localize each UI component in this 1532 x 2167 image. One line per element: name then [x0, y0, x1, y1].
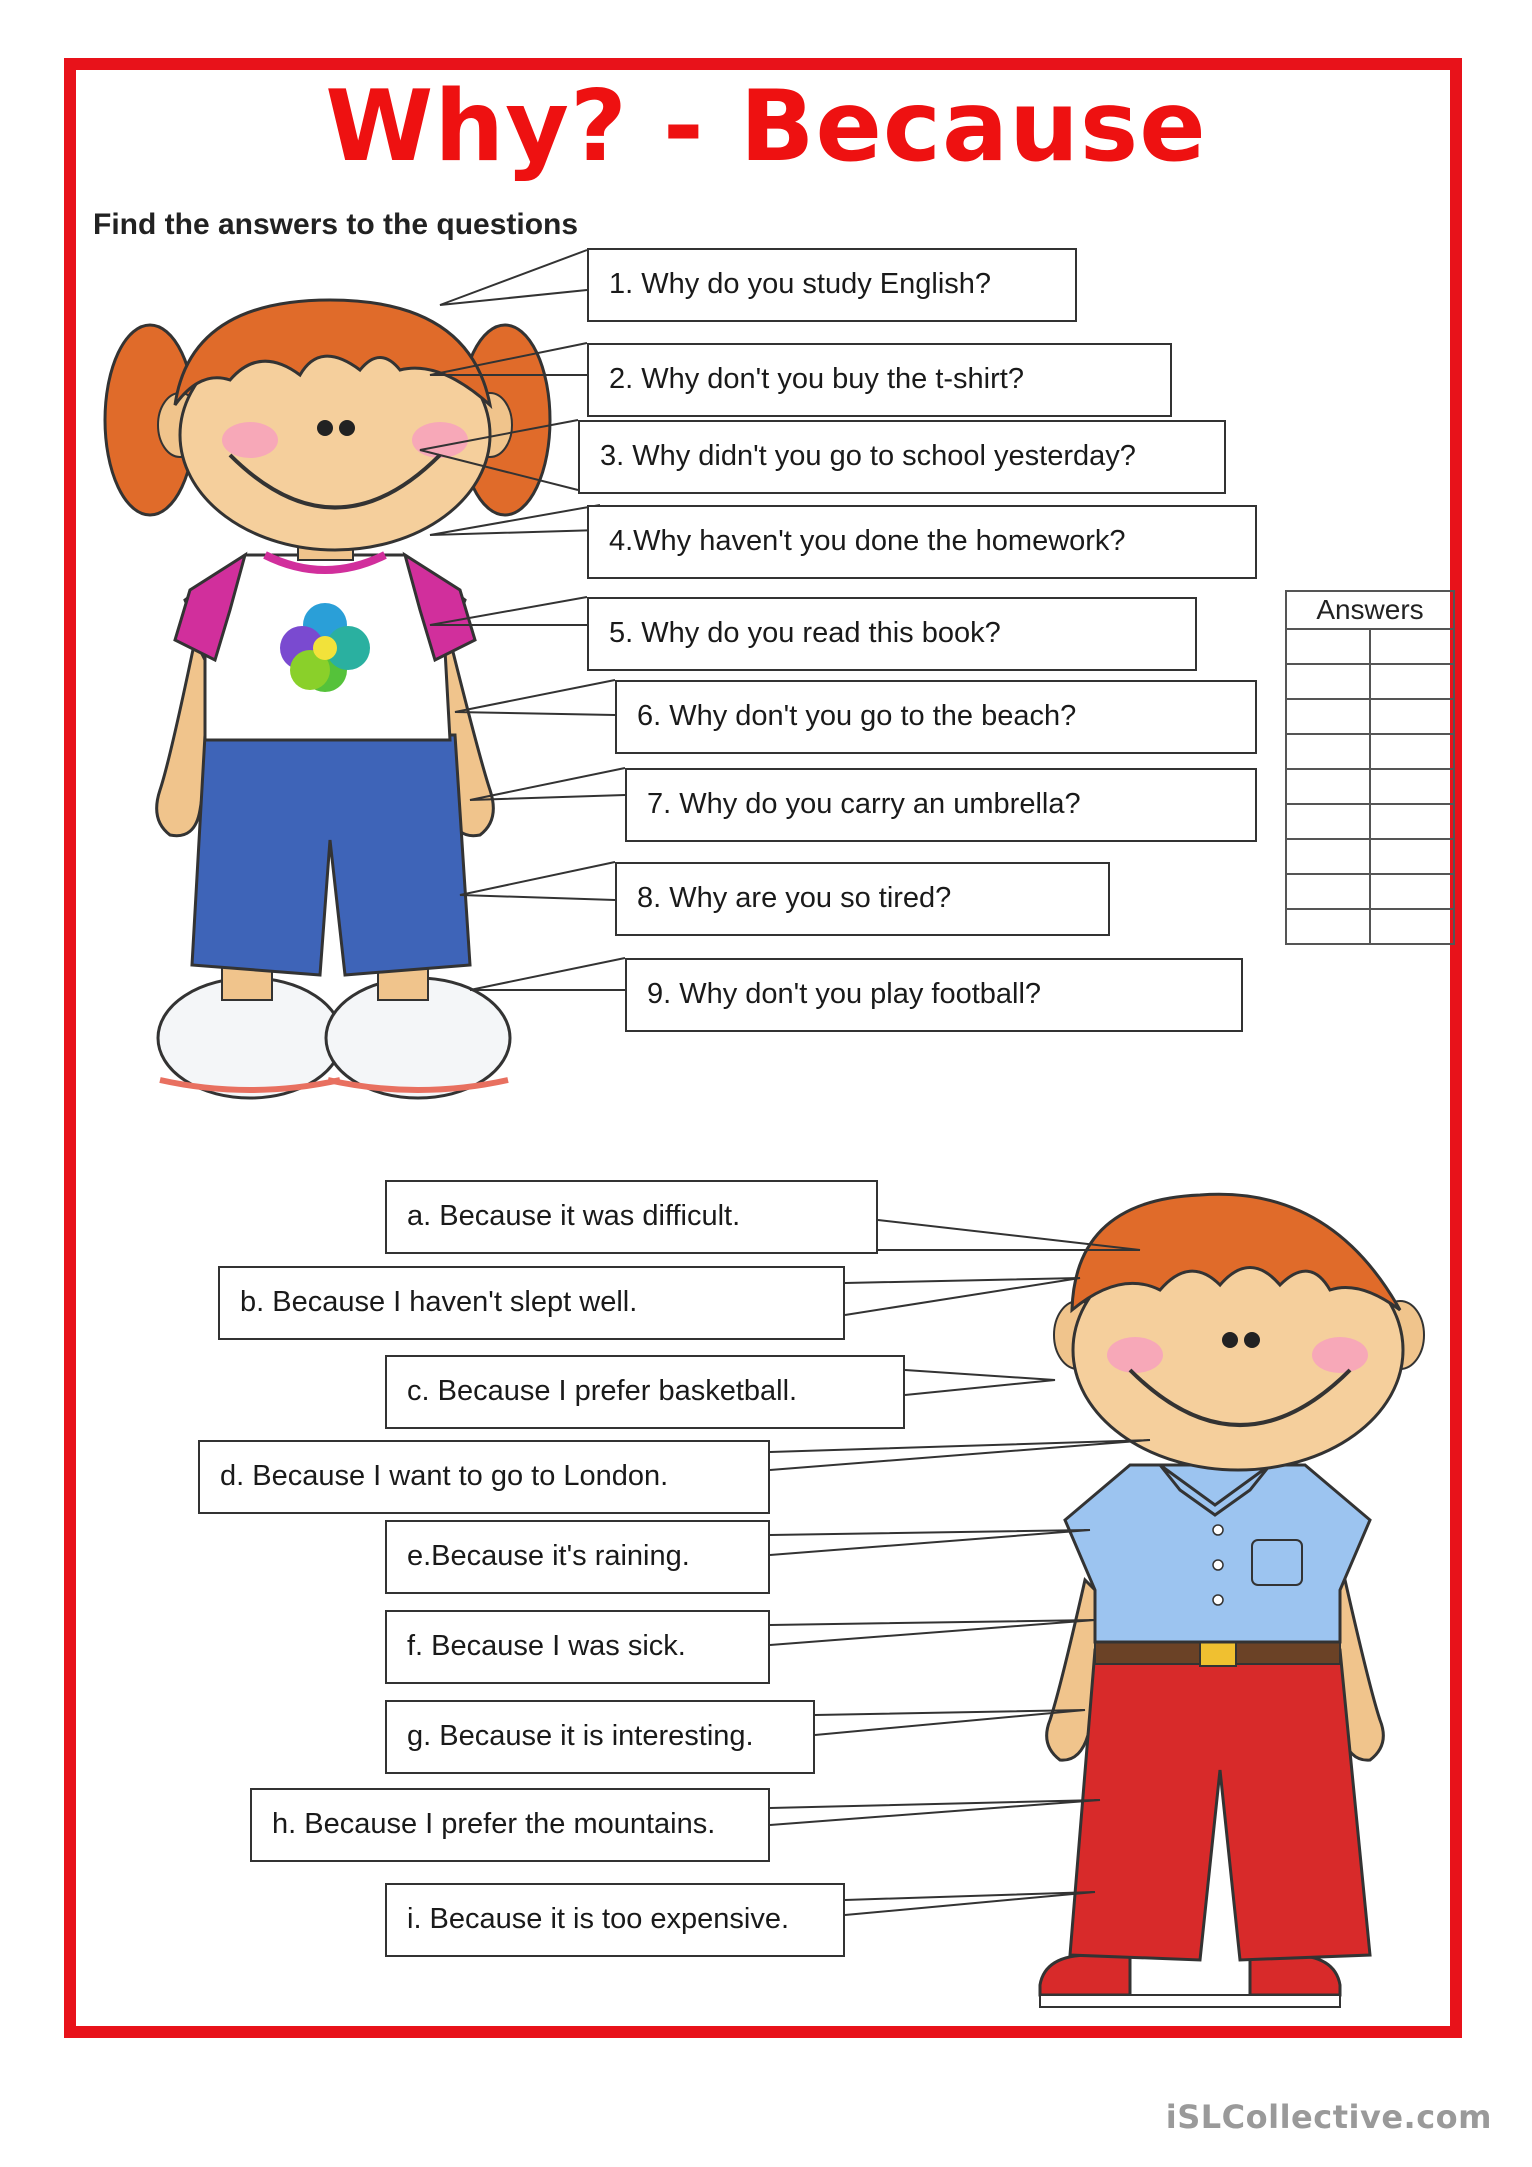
answer-cell[interactable]	[1286, 909, 1370, 944]
answer-cell[interactable]	[1370, 629, 1454, 664]
table-row	[1286, 664, 1454, 699]
question-box: 6. Why don't you go to the beach?	[615, 680, 1257, 754]
table-row	[1286, 839, 1454, 874]
answer-cell[interactable]	[1286, 804, 1370, 839]
answer-cell[interactable]	[1370, 804, 1454, 839]
question-box: 2. Why don't you buy the t-shirt?	[587, 343, 1172, 417]
girl-illustration	[105, 300, 550, 1098]
question-box: 9. Why don't you play football?	[625, 958, 1243, 1032]
question-box: 1. Why do you study English?	[587, 248, 1077, 322]
table-row	[1286, 909, 1454, 944]
answer-cell[interactable]	[1286, 874, 1370, 909]
question-box: 3. Why didn't you go to school yesterday?	[578, 420, 1226, 494]
answer-cell[interactable]	[1286, 734, 1370, 769]
table-row	[1286, 629, 1454, 664]
question-box: 4.Why haven't you done the homework?	[587, 505, 1257, 579]
answer-cell[interactable]	[1370, 909, 1454, 944]
answer-box: e.Because it's raining.	[385, 1520, 770, 1594]
answer-cell[interactable]	[1286, 839, 1370, 874]
answers-table-header: Answers	[1286, 591, 1454, 629]
answer-cell[interactable]	[1286, 629, 1370, 664]
table-row	[1286, 699, 1454, 734]
table-row	[1286, 804, 1454, 839]
answer-cell[interactable]	[1286, 699, 1370, 734]
answers-table	[1285, 590, 1455, 945]
question-box: 8. Why are you so tired?	[615, 862, 1110, 936]
answer-box: a. Because it was difficult.	[385, 1180, 878, 1254]
answer-cell[interactable]	[1370, 734, 1454, 769]
site-watermark: iSLCollective.com	[1165, 2098, 1492, 2136]
question-box: 5. Why do you read this book?	[587, 597, 1197, 671]
answer-box: i. Because it is too expensive.	[385, 1883, 845, 1957]
answer-cell[interactable]	[1286, 769, 1370, 804]
answer-cell[interactable]	[1370, 699, 1454, 734]
question-box: 7. Why do you carry an umbrella?	[625, 768, 1257, 842]
answer-cell[interactable]	[1370, 839, 1454, 874]
answer-box: g. Because it is interesting.	[385, 1700, 815, 1774]
table-row	[1286, 874, 1454, 909]
table-row	[1286, 769, 1454, 804]
boy-illustration	[1040, 1194, 1424, 2007]
answer-box: h. Because I prefer the mountains.	[250, 1788, 770, 1862]
answer-box: b. Because I haven't slept well.	[218, 1266, 845, 1340]
answer-cell[interactable]	[1370, 664, 1454, 699]
answer-cell[interactable]	[1286, 664, 1370, 699]
answer-box: c. Because I prefer basketball.	[385, 1355, 905, 1429]
answer-box: f. Because I was sick.	[385, 1610, 770, 1684]
answer-cell[interactable]	[1370, 769, 1454, 804]
answer-cell[interactable]	[1370, 874, 1454, 909]
worksheet-title: Why? - Because	[325, 70, 1207, 184]
table-row	[1286, 734, 1454, 769]
instructions: Find the answers to the questions	[93, 208, 579, 241]
answer-box: d. Because I want to go to London.	[198, 1440, 770, 1514]
